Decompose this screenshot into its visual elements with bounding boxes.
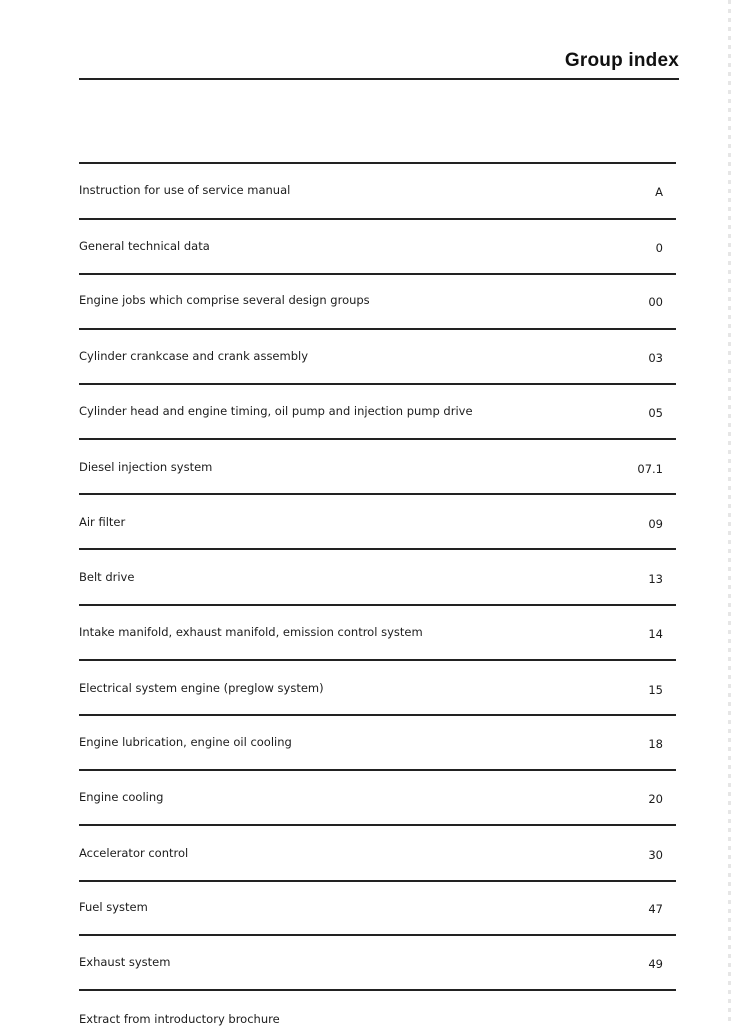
group-entry-code: 07.1 [637, 462, 663, 476]
group-entry-label: Air filter [79, 515, 126, 529]
group-entry-code: 09 [648, 517, 663, 531]
group-entry-label: Cylinder head and engine timing, oil pump and injection pump drive [79, 404, 473, 418]
group-entry-label: Engine cooling [79, 790, 164, 804]
group-entry-code: 03 [648, 351, 663, 365]
group-entry-label: Cylinder crankcase and crank assembly [79, 349, 309, 363]
row-divider [79, 659, 676, 661]
row-divider [79, 493, 676, 495]
row-divider [79, 273, 676, 275]
group-entry-label: General technical data [79, 239, 210, 253]
group-entry-label: Exhaust system [79, 955, 171, 969]
row-divider [79, 824, 676, 826]
row-divider [79, 162, 676, 164]
row-divider [79, 934, 676, 936]
row-divider [79, 548, 676, 550]
row-divider [79, 328, 676, 330]
group-entry-label: Accelerator control [79, 846, 189, 860]
header-divider [79, 78, 679, 80]
group-entry-code: 14 [648, 627, 663, 641]
group-entry-code: 13 [648, 572, 663, 586]
row-divider [79, 714, 676, 716]
row-divider [79, 769, 676, 771]
group-entry-code: A [655, 185, 663, 199]
group-entry-code: 0 [655, 241, 663, 255]
row-divider [79, 604, 676, 606]
row-divider [79, 438, 676, 440]
group-entry-code: 30 [648, 848, 663, 862]
row-divider [79, 383, 676, 385]
group-entry-label: Belt drive [79, 570, 135, 584]
row-divider [79, 218, 676, 220]
group-entry-code: 05 [648, 406, 663, 420]
group-entry-label: Intake manifold, exhaust manifold, emission control system [79, 625, 423, 639]
group-entry-code: 15 [648, 683, 663, 697]
group-entry-label: Engine jobs which comprise several design groups [79, 293, 370, 307]
group-entry-label: Fuel system [79, 900, 148, 914]
group-entry-label: Engine lubrication, engine oil cooling [79, 735, 292, 749]
group-entry-label: Diesel injection system [79, 460, 213, 474]
group-entry-code: 20 [648, 792, 663, 806]
row-divider [79, 989, 676, 991]
group-entry-code: 18 [648, 737, 663, 751]
page-title: Group index [564, 50, 679, 71]
row-divider [79, 880, 676, 882]
group-entry-code: 49 [648, 957, 663, 971]
group-entry-label: Electrical system engine (preglow system) [79, 681, 324, 695]
group-entry-label: Instruction for use of service manual [79, 183, 291, 197]
group-entry-label: Extract from introductory brochure [79, 1012, 280, 1026]
group-entry-code: 00 [648, 295, 663, 309]
group-entry-code: 47 [648, 902, 663, 916]
